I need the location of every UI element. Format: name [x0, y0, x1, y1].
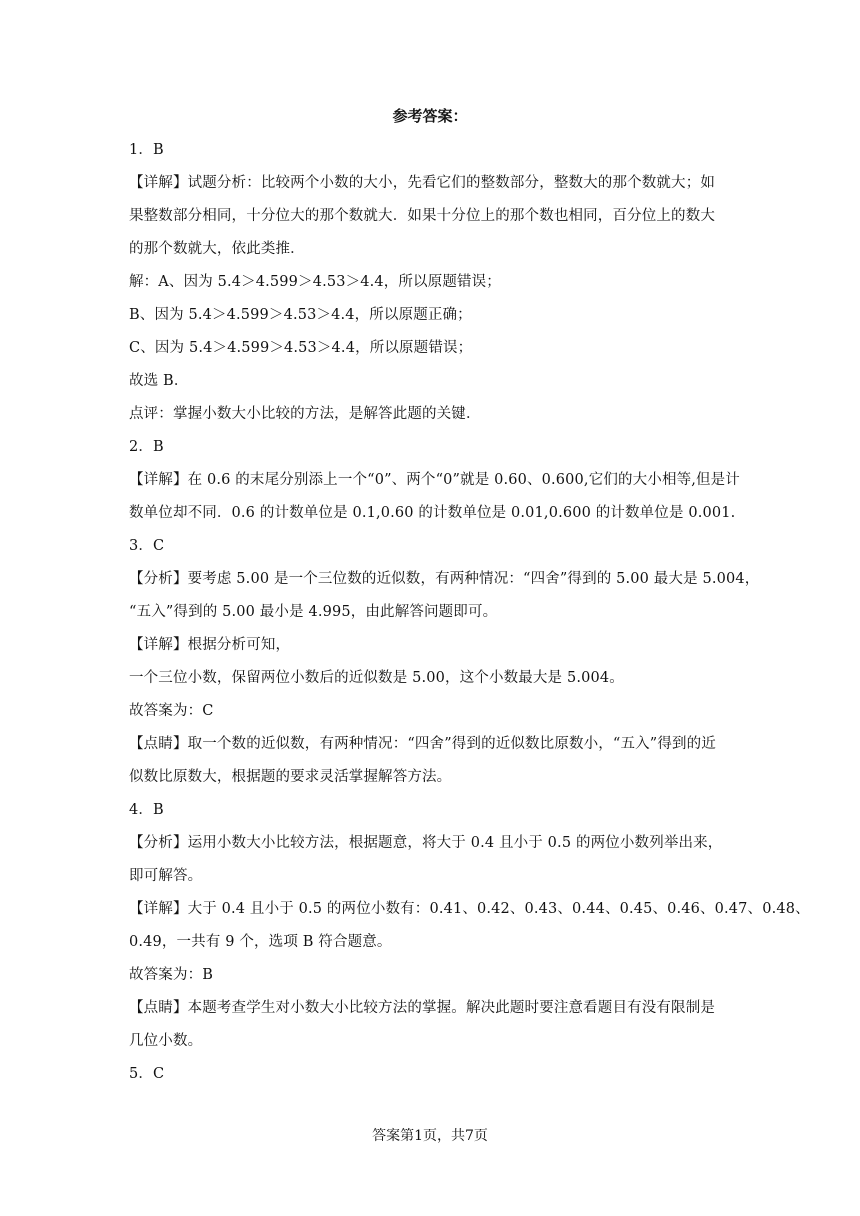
text-line: 【点睛】取一个数的近似数，有两种情况：“四舍”得到的近似数比原数小，“五入”得到的近	[129, 736, 716, 752]
text-line: 故答案为：B	[129, 967, 214, 983]
text-line: “五入”得到的 5.00 最小是 4.995，由此解答问题即可。	[129, 604, 498, 620]
text-line: 3．C	[129, 538, 165, 554]
text-line: 似数比原数大，根据题的要求灵活掌握解答方法。	[129, 769, 452, 785]
text-line: 【详解】试题分析：比较两个小数的大小，先看它们的整数部分，整数大的那个数就大；如	[129, 175, 715, 191]
page-title: 参考答案：	[392, 107, 468, 125]
text-line: 【点睛】本题考查学生对小数大小比较方法的掌握。解决此题时要注意看题目有没有限制是	[129, 1000, 715, 1016]
text-line: 故选 B．	[129, 373, 189, 389]
text-line: C、因为 5.4＞4.599＞4.53＞4.4，所以原题错误；	[129, 340, 473, 356]
text-line: 【详解】根据分析可知，	[129, 637, 291, 653]
text-line: 1．B	[129, 142, 164, 158]
text-line: 几位小数。	[129, 1033, 203, 1049]
text-line: 点评：掌握小数大小比较的方法，是解答此题的关键．	[129, 406, 481, 422]
text-line: 5．C	[129, 1066, 165, 1082]
text-line: 解：A、因为 5.4＞4.599＞4.53＞4.4，所以原题错误；	[129, 274, 501, 290]
text-line: 的那个数就大，依此类推．	[129, 241, 305, 257]
text-line: 数单位却不同．0.6 的计数单位是 0.1,0.60 的计数单位是 0.01,0.600 的计数单位是 0.001.	[129, 505, 736, 521]
text-line: 2．B	[129, 439, 164, 455]
text-line: 故答案为：C	[129, 703, 214, 719]
text-line: 【详解】大于 0.4 且小于 0.5 的两位小数有：0.41、0.42、0.43、0.44、0.45、0.46、0.47、0.48、	[129, 901, 810, 917]
text-line: B、因为 5.4＞4.599＞4.53＞4.4，所以原题正确；	[129, 307, 472, 323]
text-line: 0.49，一共有 9 个，选项 B 符合题意。	[129, 934, 392, 950]
text-line: 4．B	[129, 802, 164, 818]
text-line: 【分析】运用小数大小比较方法，根据题意，将大于 0.4 且小于 0.5 的两位小数列举出来，	[129, 835, 723, 851]
page-footer: 答案第1页，共7页	[372, 1128, 488, 1144]
text-line: 【详解】在 0.6 的末尾分别添上一个“0”、两个“0”就是 0.60、0.600,它们的大小相等,但是计	[129, 472, 740, 488]
answer-body	[129, 134, 810, 1091]
text-line: 即可解答。	[129, 868, 203, 884]
text-line: 【分析】要考虑 5.00 是一个三位数的近似数，有两种情况：“四舍”得到的 5.00 最大是 5.004，	[129, 571, 760, 587]
text-line: 一个三位小数，保留两位小数后的近似数是 5.00，这个小数最大是 5.004。	[129, 670, 624, 686]
text-line: 果整数部分相同，十分位大的那个数就大．如果十分位上的那个数也相同，百分位上的数大	[129, 208, 715, 224]
